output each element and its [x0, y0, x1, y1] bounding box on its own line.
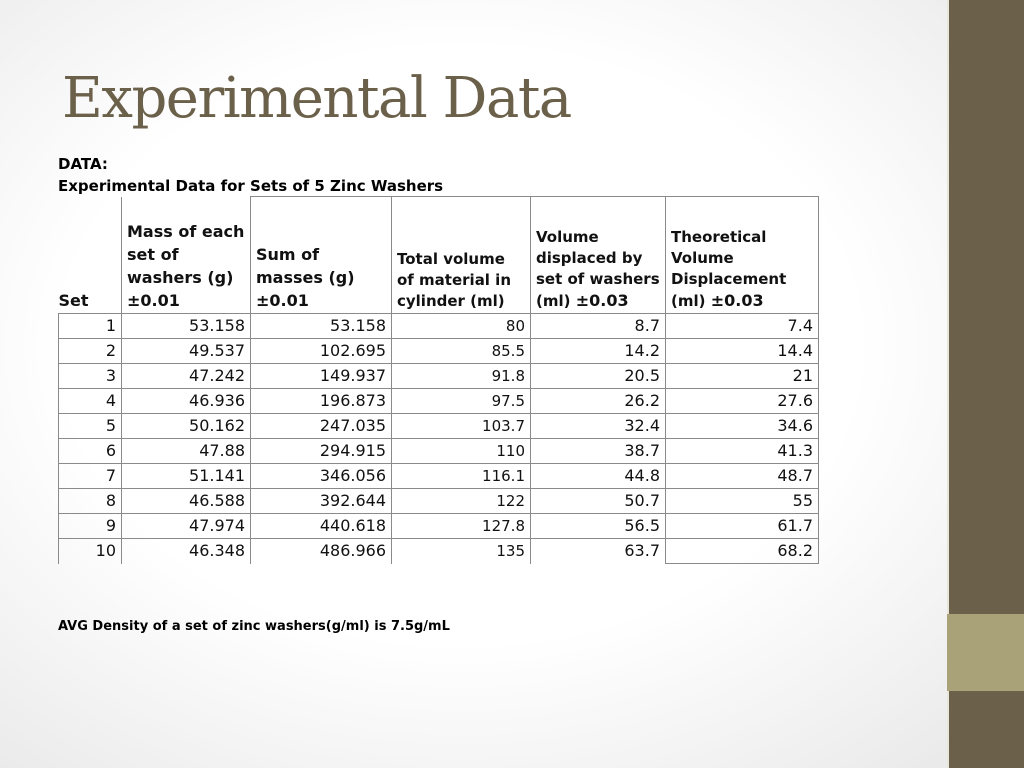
cell-volume-displaced: 8.7 [531, 314, 666, 339]
cell-sum-of-masses: 486.966 [251, 539, 392, 564]
cell-mass: 47.88 [122, 439, 251, 464]
cell-total-volume: 91.8 [392, 364, 531, 389]
cell-sum-of-masses: 196.873 [251, 389, 392, 414]
cell-total-volume: 127.8 [392, 514, 531, 539]
cell-mass: 46.348 [122, 539, 251, 564]
cell-volume-displaced: 56.5 [531, 514, 666, 539]
cell-set: 9 [59, 514, 122, 539]
col-header-theoretical-unit: ±0.03 [710, 291, 764, 310]
cell-set: 10 [59, 539, 122, 564]
cell-total-volume: 116.1 [392, 464, 531, 489]
cell-theoretical-volume: 55 [666, 489, 819, 514]
cell-sum-of-masses: 440.618 [251, 514, 392, 539]
table-row [59, 539, 819, 564]
cell-mass: 47.974 [122, 514, 251, 539]
experimental-data-table [58, 196, 819, 564]
cell-volume-displaced: 38.7 [531, 439, 666, 464]
col-header-volume-displaced: Volume displaced by set of washers (ml) ±0.03 [531, 197, 666, 314]
cell-total-volume: 80 [392, 314, 531, 339]
cell-mass: 46.936 [122, 389, 251, 414]
cell-total-volume: 122 [392, 489, 531, 514]
cell-volume-displaced: 14.2 [531, 339, 666, 364]
cell-mass: 51.141 [122, 464, 251, 489]
cell-sum-of-masses: 392.644 [251, 489, 392, 514]
table-row [59, 389, 819, 414]
table-row [59, 339, 819, 364]
cell-volume-displaced: 32.4 [531, 414, 666, 439]
cell-theoretical-volume: 61.7 [666, 514, 819, 539]
cell-volume-displaced: 63.7 [531, 539, 666, 564]
cell-theoretical-volume: 7.4 [666, 314, 819, 339]
slide-title: Experimental Data [62, 66, 571, 131]
cell-set: 5 [59, 414, 122, 439]
cell-sum-of-masses: 53.158 [251, 314, 392, 339]
cell-set: 1 [59, 314, 122, 339]
col-header-theoretical-volume: Theoretical Volume Displacement (ml) ±0.03 [666, 197, 819, 314]
cell-volume-displaced: 26.2 [531, 389, 666, 414]
sidebar-accent-block [947, 614, 1024, 691]
cell-sum-of-masses: 149.937 [251, 364, 392, 389]
cell-set: 6 [59, 439, 122, 464]
cell-theoretical-volume: 41.3 [666, 439, 819, 464]
cell-sum-of-masses: 294.915 [251, 439, 392, 464]
cell-theoretical-volume: 14.4 [666, 339, 819, 364]
cell-total-volume: 103.7 [392, 414, 531, 439]
cell-total-volume: 85.5 [392, 339, 531, 364]
cell-mass: 53.158 [122, 314, 251, 339]
table-caption: Experimental Data for Sets of 5 Zinc Washers [58, 177, 444, 195]
cell-set: 4 [59, 389, 122, 414]
col-header-mass: Mass of each set of washers (g) ±0.01 [122, 197, 251, 314]
table-row [59, 414, 819, 439]
cell-set: 7 [59, 464, 122, 489]
cell-set: 3 [59, 364, 122, 389]
cell-set: 8 [59, 489, 122, 514]
col-header-total-volume: Total volume of material in cylinder (ml) [392, 197, 531, 314]
cell-sum-of-masses: 346.056 [251, 464, 392, 489]
col-header-set: Set [58, 291, 89, 310]
data-heading: DATA: [58, 155, 108, 173]
cell-sum-of-masses: 102.695 [251, 339, 392, 364]
table-row [59, 314, 819, 339]
cell-theoretical-volume: 68.2 [666, 539, 819, 564]
table-row [59, 514, 819, 539]
cell-mass: 50.162 [122, 414, 251, 439]
table-row [59, 364, 819, 389]
cell-total-volume: 110 [392, 439, 531, 464]
cell-set: 2 [59, 339, 122, 364]
col-header-sum-of-masses: Sum of masses (g) ±0.01 [251, 197, 392, 314]
cell-volume-displaced: 44.8 [531, 464, 666, 489]
col-header-volume-displaced-unit: ±0.03 [575, 291, 629, 310]
cell-total-volume: 135 [392, 539, 531, 564]
cell-volume-displaced: 20.5 [531, 364, 666, 389]
average-density-note: AVG Density of a set of zinc washers(g/ml) is 7.5g/mL [58, 619, 450, 634]
cell-theoretical-volume: 34.6 [666, 414, 819, 439]
cell-mass: 47.242 [122, 364, 251, 389]
table-row [59, 464, 819, 489]
cell-volume-displaced: 50.7 [531, 489, 666, 514]
table-row [59, 489, 819, 514]
table-row [59, 439, 819, 464]
cell-total-volume: 97.5 [392, 389, 531, 414]
cell-theoretical-volume: 48.7 [666, 464, 819, 489]
cell-mass: 49.537 [122, 339, 251, 364]
cell-sum-of-masses: 247.035 [251, 414, 392, 439]
cell-mass: 46.588 [122, 489, 251, 514]
table-header-row [59, 197, 819, 314]
cell-theoretical-volume: 27.6 [666, 389, 819, 414]
cell-theoretical-volume: 21 [666, 364, 819, 389]
